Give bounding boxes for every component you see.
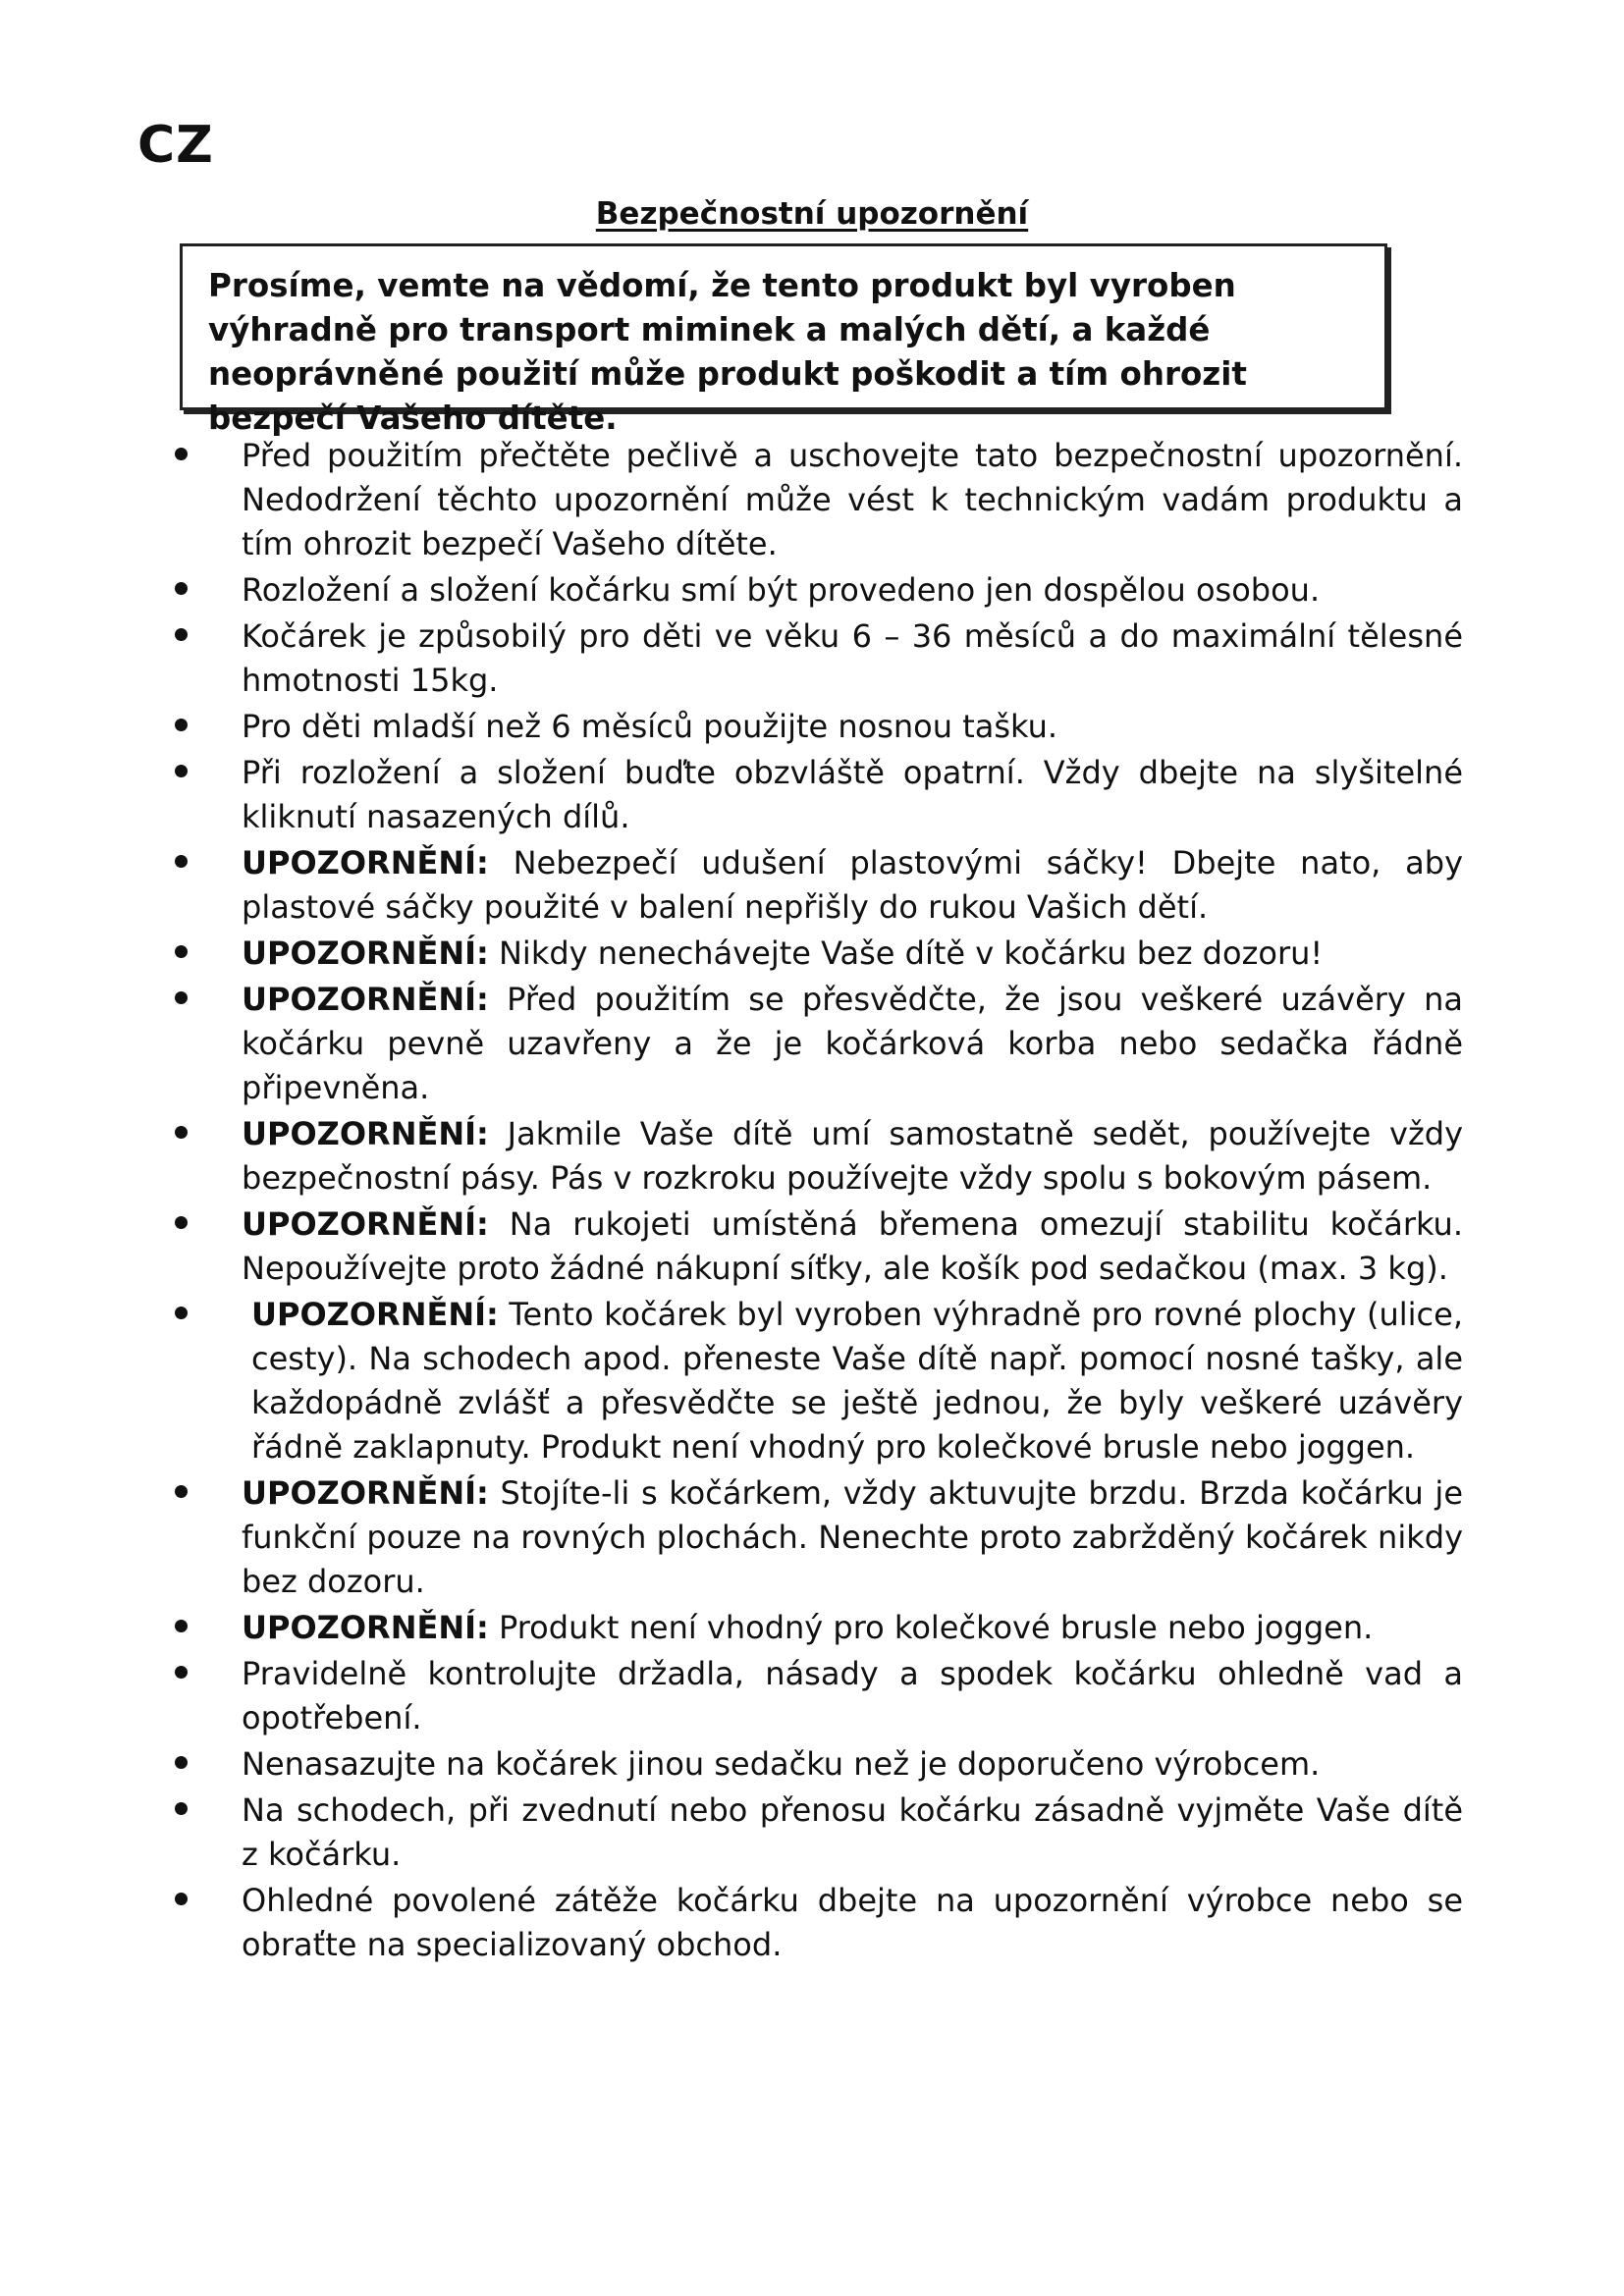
notice-box <box>180 243 1387 437</box>
item-text: Nikdy nenechávejte Vaše dítě v kočárku bez dozoru! <box>488 934 1324 972</box>
bullet-icon <box>175 765 188 777</box>
item-text: Při rozložení a složení buďte obzvláště opatrní. Vždy dbejte na slyšitelné kliknutí nasazených dílů. <box>242 754 1463 835</box>
item-text: Nebezpečí udušení plastovými sáčky! Dbejte nato, aby plastové sáčky použité v balení nepřišly do rukou Vašich dětí. <box>242 844 1463 926</box>
list-item <box>169 1652 1463 1740</box>
warning-label: UPOZORNĚNÍ: <box>242 844 489 881</box>
bullet-icon <box>175 855 188 868</box>
item-text: Před použitím přečtěte pečlivě a uschovejte tato bezpečnostní upozornění. Nedodržení těchto upozornění může vést k technickým vadám produktu a tím ohrozit bezpečí Vašeho dítěte. <box>242 437 1463 562</box>
bullet-icon <box>175 1126 188 1139</box>
list-item <box>169 705 1463 749</box>
item-text: Produkt není vhodný pro kolečkové brusle nebo joggen. <box>488 1609 1374 1646</box>
item-text: Pro děti mladší než 6 měsíců použijte nosnou tašku. <box>242 708 1058 745</box>
list-item <box>169 1202 1463 1291</box>
warning-label: UPOZORNĚNÍ: <box>242 1609 489 1646</box>
item-text: Nenasazujte na kočárek jinou sedačku než je doporučeno výrobcem. <box>242 1745 1321 1783</box>
warning-label: UPOZORNĚNÍ: <box>251 1296 499 1333</box>
item-text: Na rukojeti umístěná břemena omezují stabilitu kočárku. Nepoužívejte proto žádné nákupní síťky, ale košík pod sedačkou (max. 3 kg). <box>242 1205 1463 1287</box>
bullet-icon <box>175 719 188 731</box>
notice-text: Prosíme, vemte na vědomí, že tento produkt byl vyroben výhradně pro transport miminek a malých dětí, a každé neoprávněné použití může produkt poškodit a tím ohrozit bezpečí Vašeho dítěte. <box>208 267 1247 437</box>
list-item <box>169 568 1463 613</box>
bullet-icon <box>175 1485 188 1498</box>
language-code: CZ <box>137 116 214 175</box>
warning-label: UPOZORNĚNÍ: <box>242 1205 489 1243</box>
bullet-icon <box>175 945 188 958</box>
bullet-icon <box>175 1802 188 1815</box>
list-item <box>169 1742 1463 1787</box>
list-item <box>169 1471 1463 1604</box>
warning-label: UPOZORNĚNÍ: <box>242 981 489 1018</box>
item-text: Na schodech, při zvednutí nebo přenosu kočárku zásadně vyjměte Vaše dítě z kočárku. <box>242 1791 1463 1873</box>
list-item <box>169 434 1463 566</box>
list-item <box>169 1112 1463 1201</box>
bullet-icon <box>175 628 188 641</box>
bullet-icon <box>175 1307 188 1319</box>
bullet-icon <box>175 582 188 595</box>
item-text: Před použitím se přesvědčte, že jsou veškeré uzávěry na kočárku pevně uzavřeny a že je kočárková korba nebo sedačka řádně připevněna. <box>242 981 1463 1106</box>
item-text: Jakmile Vaše dítě umí samostatně sedět, používejte vždy bezpečnostní pásy. Pás v rozkroku používejte vždy spolu s bokovým pásem. <box>242 1115 1463 1197</box>
warning-label: UPOZORNĚNÍ: <box>242 934 489 972</box>
bullet-icon <box>175 1893 188 1905</box>
bullet-icon <box>175 448 188 460</box>
page-title: Bezpečnostní upozornění <box>595 196 1029 232</box>
warning-label: UPOZORNĚNÍ: <box>242 1474 489 1512</box>
list-item <box>169 932 1463 976</box>
list-item <box>169 978 1463 1110</box>
bullet-icon <box>175 1756 188 1769</box>
item-text: Stojíte-li s kočárkem, vždy aktuvujte brzdu. Brzda kočárku je funkční pouze na rovných plochách. Nenechte proto zabržděný kočárek nikdy bez dozoru. <box>242 1474 1463 1600</box>
item-text: Pravidelně kontrolujte držadla, násady a spodek kočárku ohledně vad a opotřebení. <box>242 1655 1463 1736</box>
list-item <box>169 841 1463 930</box>
safety-list <box>169 434 1463 1969</box>
bullet-icon <box>175 1216 188 1229</box>
bullet-icon <box>175 1620 188 1632</box>
list-item <box>169 1293 1463 1469</box>
list-item <box>169 1789 1463 1877</box>
bullet-icon <box>175 991 188 1004</box>
warning-label: UPOZORNĚNÍ: <box>242 1115 489 1152</box>
item-text: Tento kočárek byl vyroben výhradně pro rovné plochy (ulice, cesty). Na schodech apod. přeneste Vaše dítě např. pomocí nosné tašky, ale každopádně zvlášť a přesvědčte se ještě jednou, že byly veškeré uzávěry řádně zaklapnuty. Produkt není vhodný pro kolečkové brusle nebo joggen. <box>251 1296 1463 1466</box>
list-item <box>169 1606 1463 1650</box>
item-text: Ohledné povolené zátěže kočárku dbejte na upozornění výrobce nebo se obraťte na specializovaný obchod. <box>242 1882 1463 1963</box>
item-text: Rozložení a složení kočárku smí být provedeno jen dospělou osobou. <box>242 571 1321 609</box>
item-text: Kočárek je způsobilý pro děti ve věku 6 – 36 měsíců a do maximální tělesné hmotnosti 15kg. <box>242 617 1463 699</box>
list-item <box>169 614 1463 703</box>
list-item <box>169 1879 1463 1967</box>
bullet-icon <box>175 1666 188 1679</box>
list-item <box>169 751 1463 839</box>
